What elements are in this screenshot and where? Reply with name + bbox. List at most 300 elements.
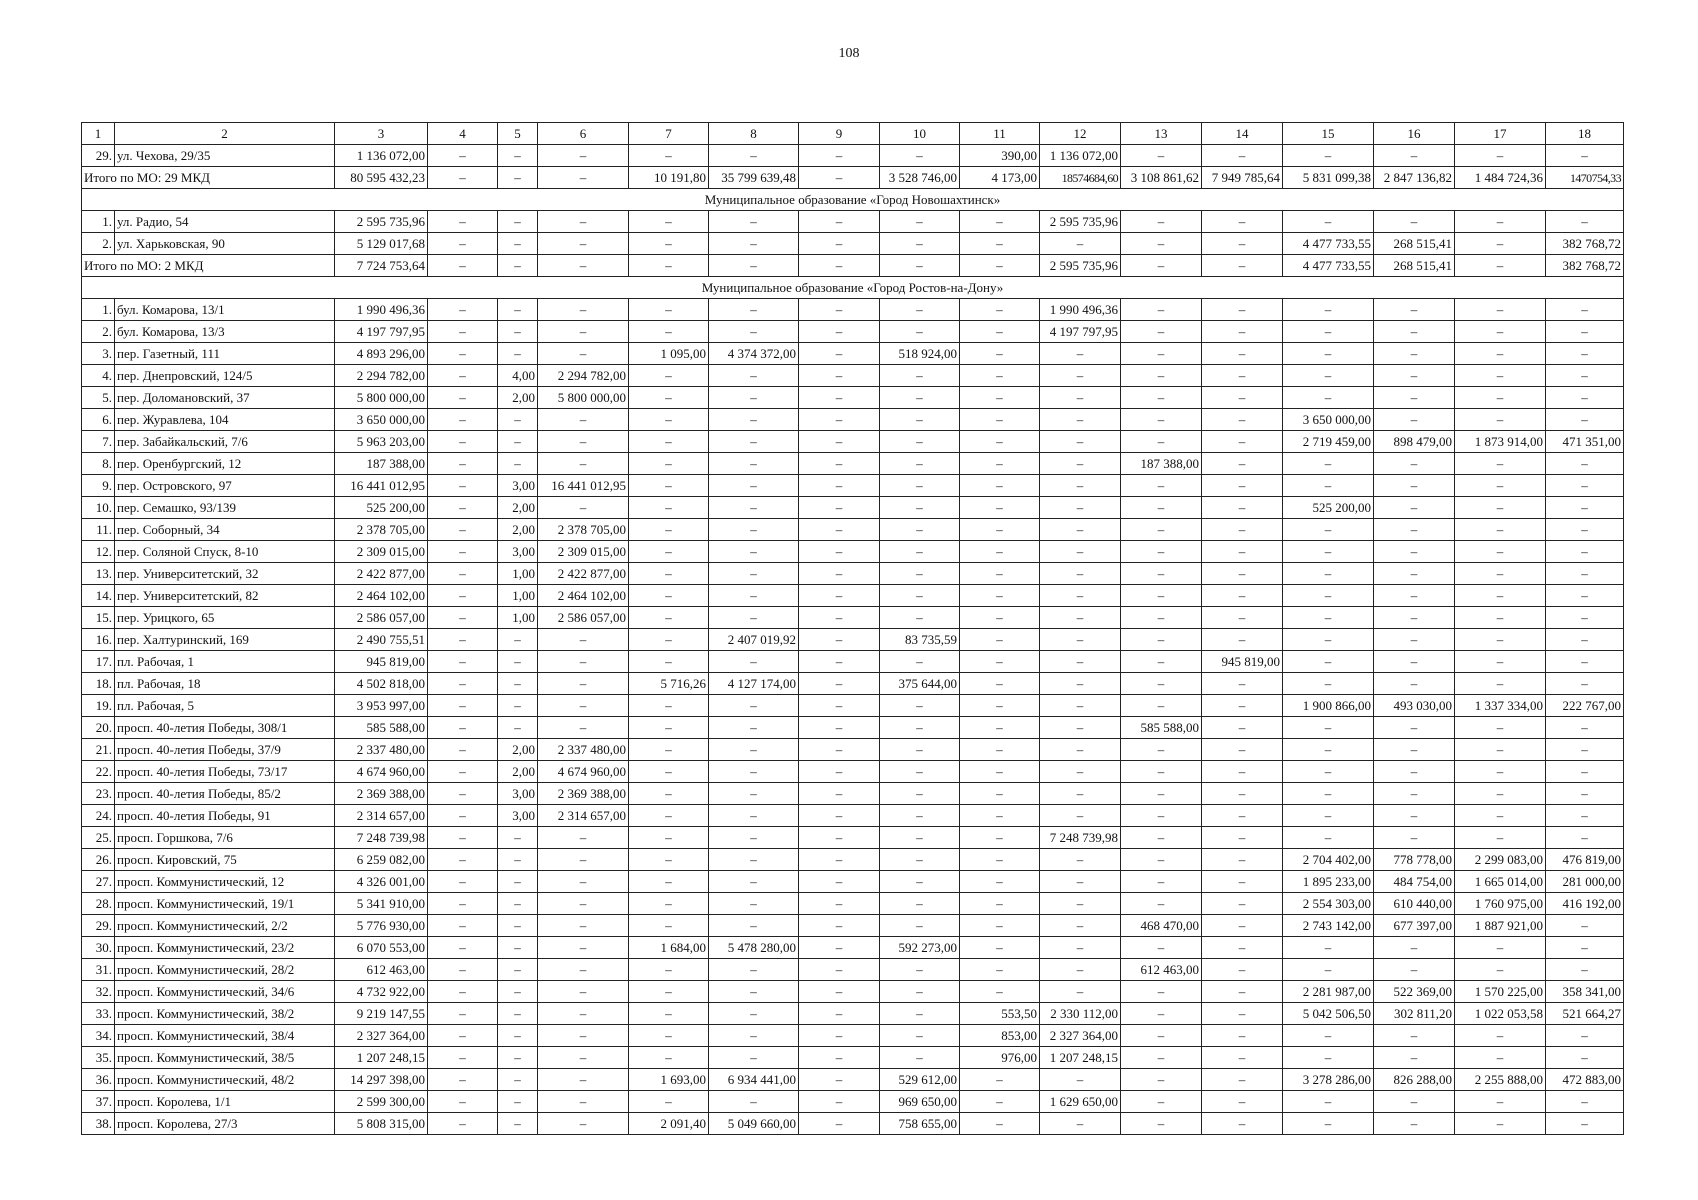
table-cell: – [1374,783,1455,805]
table-cell: – [428,1069,498,1091]
table-cell: – [1202,695,1283,717]
column-header: 12 [1040,123,1121,145]
table-cell: – [880,783,960,805]
address-cell: просп. Коммунистический, 38/4 [115,1025,335,1047]
table-cell: – [1455,1047,1546,1069]
column-header: 15 [1283,123,1374,145]
table-cell: 471 351,00 [1546,431,1624,453]
table-cell: – [629,805,709,827]
table-cell: – [1040,585,1121,607]
table-cell: – [1455,761,1546,783]
row-number: 28. [82,893,115,915]
table-cell: 1 873 914,00 [1455,431,1546,453]
table-cell: – [428,255,498,277]
table-cell: – [960,497,1040,519]
table-cell: – [629,717,709,739]
address-cell: пл. Рабочая, 5 [115,695,335,717]
table-cell: – [1374,1047,1455,1069]
table-cell: – [1546,827,1624,849]
table-cell: – [1121,607,1202,629]
table-cell: – [709,827,799,849]
table-cell: – [1283,299,1374,321]
table-cell: – [960,893,1040,915]
table-cell: – [629,255,709,277]
table-cell: – [629,849,709,871]
table-cell: – [709,497,799,519]
table-cell: 390,00 [960,145,1040,167]
table-cell: – [880,893,960,915]
table-cell: – [1121,343,1202,365]
table-cell: 4 502 818,00 [335,673,428,695]
table-cell: – [709,255,799,277]
table-cell: – [1283,717,1374,739]
table-cell: 2 464 102,00 [335,585,428,607]
table-cell: – [1040,849,1121,871]
table-cell: – [960,673,1040,695]
table-cell: 4 477 733,55 [1283,233,1374,255]
row-number: 22. [82,761,115,783]
column-header: 16 [1374,123,1455,145]
table-cell: 484 754,00 [1374,871,1455,893]
table-cell: – [960,541,1040,563]
table-cell: 268 515,41 [1374,255,1455,277]
table-cell: – [498,1025,538,1047]
table-cell: – [498,409,538,431]
table-cell: – [498,981,538,1003]
table-cell: 612 463,00 [1121,959,1202,981]
table-cell: 2 281 987,00 [1283,981,1374,1003]
row-number: 20. [82,717,115,739]
table-cell: 3 528 746,00 [880,167,960,189]
table-cell: – [1121,541,1202,563]
table-cell: – [1121,563,1202,585]
table-row [82,365,1624,387]
table-cell: – [1455,585,1546,607]
table-cell: – [629,607,709,629]
table-cell: – [428,1113,498,1135]
table-cell: 2 294 782,00 [538,365,629,387]
table-cell: 2 719 459,00 [1283,431,1374,453]
table-cell: 1 900 866,00 [1283,695,1374,717]
table-cell: – [538,255,629,277]
table-cell: – [1283,541,1374,563]
table-cell: – [428,497,498,519]
table-cell: – [880,871,960,893]
table-cell: – [1202,233,1283,255]
table-cell: – [960,849,1040,871]
table-cell: – [880,365,960,387]
table-cell: – [709,409,799,431]
table-cell: – [1374,387,1455,409]
table-cell: – [1040,959,1121,981]
table-cell: 16 441 012,95 [335,475,428,497]
table-cell: – [709,563,799,585]
table-cell: – [1121,211,1202,233]
table-cell: – [799,761,880,783]
table-cell: – [538,827,629,849]
table-cell: 1 095,00 [629,343,709,365]
row-number: 27. [82,871,115,893]
table-cell: – [799,739,880,761]
table-cell: – [709,1091,799,1113]
table-row [82,717,1624,739]
table-cell: – [1040,739,1121,761]
table-cell: – [960,321,1040,343]
address-cell: пер. Соляной Спуск, 8-10 [115,541,335,563]
table-cell: – [1040,409,1121,431]
table-cell: – [1202,937,1283,959]
table-cell: – [1546,805,1624,827]
table-cell: – [880,233,960,255]
table-cell: – [428,145,498,167]
table-cell: – [799,321,880,343]
table-cell: – [1202,717,1283,739]
table-cell: 5 341 910,00 [335,893,428,915]
table-cell: 5 042 506,50 [1283,1003,1374,1025]
table-cell: 2 743 142,00 [1283,915,1374,937]
table-cell: 585 588,00 [335,717,428,739]
table-cell: – [538,717,629,739]
table-cell: – [1374,629,1455,651]
table-cell: – [709,761,799,783]
table-cell: 4 197 797,95 [335,321,428,343]
table-cell: – [880,717,960,739]
table-cell: 969 650,00 [880,1091,960,1113]
table-cell: – [799,1025,880,1047]
table-cell: – [1202,1025,1283,1047]
table-cell: – [629,585,709,607]
table-cell: – [428,937,498,959]
table-cell: 2 294 782,00 [335,365,428,387]
table-cell: – [960,233,1040,255]
table-cell: – [1455,299,1546,321]
table-cell: – [799,827,880,849]
table-cell: – [1121,431,1202,453]
table-cell: – [1455,1113,1546,1135]
table-cell: – [799,651,880,673]
table-cell: 778 778,00 [1374,849,1455,871]
row-number: 23. [82,783,115,805]
table-cell: – [538,651,629,673]
table-cell: 5 831 099,38 [1283,167,1374,189]
table-cell: – [428,1047,498,1069]
table-row [82,1047,1624,1069]
table-cell: – [1202,431,1283,453]
table-cell: – [538,299,629,321]
table-cell: – [428,167,498,189]
table-cell: – [1374,673,1455,695]
table-cell: – [629,475,709,497]
table-cell: – [498,167,538,189]
table-row [82,827,1624,849]
table-cell: – [1374,497,1455,519]
table-cell: 2 464 102,00 [538,585,629,607]
table-cell: – [428,519,498,541]
table-cell: – [880,695,960,717]
table-cell: – [428,541,498,563]
address-cell: просп. Коммунистический, 19/1 [115,893,335,915]
table-cell: – [498,233,538,255]
table-cell: – [960,981,1040,1003]
table-cell: – [1040,387,1121,409]
table-cell: – [538,981,629,1003]
table-cell: – [629,1025,709,1047]
table-cell: – [629,651,709,673]
row-number: 33. [82,1003,115,1025]
table-cell: – [1202,211,1283,233]
address-cell: бул. Комарова, 13/1 [115,299,335,321]
table-cell: – [799,497,880,519]
table-cell: – [498,343,538,365]
table-cell: – [498,145,538,167]
table-cell: – [1202,871,1283,893]
table-cell: 4 674 960,00 [335,761,428,783]
table-cell: – [1283,673,1374,695]
table-cell: – [1546,409,1624,431]
table-cell: – [1283,453,1374,475]
table-cell: – [1202,893,1283,915]
section-title: Муниципальное образование «Город Новошахтинск» [82,189,1624,211]
table-row [82,343,1624,365]
table-cell: – [538,1091,629,1113]
table-cell: – [880,409,960,431]
table-cell: 302 811,20 [1374,1003,1455,1025]
row-number: 6. [82,409,115,431]
total-label: Итого по МО: 29 МКД [82,167,335,189]
table-cell: – [1202,585,1283,607]
table-cell: – [1283,585,1374,607]
table-cell: – [1283,607,1374,629]
table-cell: – [498,321,538,343]
row-number: 31. [82,959,115,981]
table-cell: – [1374,321,1455,343]
table-cell: – [1455,1091,1546,1113]
table-cell: 493 030,00 [1374,695,1455,717]
address-cell: просп. 40-летия Победы, 37/9 [115,739,335,761]
table-cell: 6 934 441,00 [709,1069,799,1091]
table-cell: 80 595 432,23 [335,167,428,189]
table-cell: – [709,1003,799,1025]
table-cell: – [1283,805,1374,827]
table-cell: – [1374,937,1455,959]
table-row [82,211,1624,233]
table-cell: – [709,959,799,981]
table-cell: 2 314 657,00 [335,805,428,827]
table-cell: 2 378 705,00 [335,519,428,541]
table-cell: – [1283,827,1374,849]
table-cell: – [799,541,880,563]
row-number: 32. [82,981,115,1003]
table-cell: – [629,145,709,167]
table-cell: 2 369 388,00 [335,783,428,805]
table-cell: – [1202,365,1283,387]
table-cell: – [1546,497,1624,519]
table-cell: 468 470,00 [1121,915,1202,937]
table-cell: – [1283,1091,1374,1113]
table-cell: – [629,1047,709,1069]
table-cell: – [629,695,709,717]
row-number: 21. [82,739,115,761]
table-cell: – [799,233,880,255]
table-cell: 1 136 072,00 [335,145,428,167]
table-cell: – [1040,915,1121,937]
table-cell: 2 599 300,00 [335,1091,428,1113]
table-cell: – [1455,453,1546,475]
table-cell: – [498,1047,538,1069]
table-cell: – [960,1069,1040,1091]
address-cell: пер. Журавлева, 104 [115,409,335,431]
table-cell: – [629,893,709,915]
table-cell: – [498,893,538,915]
table-cell: – [1455,321,1546,343]
table-cell: – [498,453,538,475]
table-row [82,629,1624,651]
table-cell: – [498,211,538,233]
table-cell: – [1121,519,1202,541]
table-cell: 7 724 753,64 [335,255,428,277]
table-cell: – [428,805,498,827]
table-cell: – [1455,497,1546,519]
table-cell: – [1546,585,1624,607]
table-cell: – [498,255,538,277]
table-cell: – [709,607,799,629]
table-cell: – [1374,453,1455,475]
address-cell: пер. Университетский, 82 [115,585,335,607]
row-number: 2. [82,321,115,343]
table-cell: 14 297 398,00 [335,1069,428,1091]
table-cell: – [799,1003,880,1025]
table-cell: – [1121,739,1202,761]
table-cell: – [1283,365,1374,387]
table-row [82,893,1624,915]
table-cell: – [538,629,629,651]
table-cell: 2 422 877,00 [538,563,629,585]
table-cell: – [960,607,1040,629]
table-cell: – [428,739,498,761]
table-cell: – [1040,607,1121,629]
table-cell: 382 768,72 [1546,255,1624,277]
column-header: 6 [538,123,629,145]
table-cell: – [1121,387,1202,409]
table-cell: 3,00 [498,541,538,563]
table-cell: – [1455,673,1546,695]
table-cell: – [1040,695,1121,717]
table-row [82,783,1624,805]
table-cell: – [1283,387,1374,409]
column-header: 18 [1546,123,1624,145]
table-cell: – [428,629,498,651]
table-cell: – [1040,497,1121,519]
table-cell: 2 330 112,00 [1040,1003,1121,1025]
table-cell: – [709,321,799,343]
table-cell: – [1121,1003,1202,1025]
table-cell: – [880,453,960,475]
table-cell: – [799,893,880,915]
table-cell: – [799,255,880,277]
table-cell: – [428,475,498,497]
table-cell: – [428,585,498,607]
address-cell: просп. Коммунистический, 12 [115,871,335,893]
address-cell: просп. 40-летия Победы, 73/17 [115,761,335,783]
table-cell: 5 129 017,68 [335,233,428,255]
table-cell: 2,00 [498,761,538,783]
table-cell: – [1121,299,1202,321]
table-cell: – [799,805,880,827]
table-cell: 1 990 496,36 [335,299,428,321]
table-cell: – [1040,431,1121,453]
table-row [82,541,1624,563]
table-cell: 2 369 388,00 [538,783,629,805]
table-cell: – [1374,585,1455,607]
table-row [82,981,1624,1003]
table-cell: – [1121,981,1202,1003]
table-cell: – [1283,783,1374,805]
table-cell: – [1202,497,1283,519]
row-number: 29. [82,145,115,167]
address-cell: пер. Урицкого, 65 [115,607,335,629]
column-header: 1 [82,123,115,145]
table-cell: – [1546,563,1624,585]
table-cell: – [1455,959,1546,981]
table-cell: – [1121,475,1202,497]
column-header: 7 [629,123,709,145]
table-cell: – [1455,211,1546,233]
table-cell: – [799,673,880,695]
table-cell: – [538,233,629,255]
table-cell: – [1546,321,1624,343]
table-cell: – [538,1003,629,1025]
table-cell: 382 768,72 [1546,233,1624,255]
table-cell: – [1202,1113,1283,1135]
address-cell: просп. Горшкова, 7/6 [115,827,335,849]
table-cell: 1 693,00 [629,1069,709,1091]
table-cell: 758 655,00 [880,1113,960,1135]
table-cell: – [1283,761,1374,783]
table-cell: – [960,563,1040,585]
table-row [82,673,1624,695]
table-cell: – [1374,541,1455,563]
table-cell: – [1202,959,1283,981]
table-cell: – [1040,1113,1121,1135]
table-cell: – [960,827,1040,849]
table-cell: – [1283,211,1374,233]
table-cell: 1,00 [498,563,538,585]
table-cell: – [1546,761,1624,783]
row-number: 14. [82,585,115,607]
table-cell: 592 273,00 [880,937,960,959]
table-cell: – [1121,1091,1202,1113]
table-cell: – [799,871,880,893]
table-cell: – [880,1003,960,1025]
table-cell: – [1040,343,1121,365]
table-cell: – [1455,519,1546,541]
table-cell: – [880,739,960,761]
table-cell: – [799,519,880,541]
table-cell: 610 440,00 [1374,893,1455,915]
column-header: 2 [115,123,335,145]
table-cell: – [1202,805,1283,827]
table-cell: 2 327 364,00 [1040,1025,1121,1047]
table-row [82,937,1624,959]
table-cell: – [1283,651,1374,673]
table-cell: 3,00 [498,475,538,497]
table-cell: – [960,629,1040,651]
table-cell: – [1546,607,1624,629]
table-row [82,475,1624,497]
table-cell: – [1121,695,1202,717]
table-cell: – [629,541,709,563]
table-cell: – [1455,365,1546,387]
